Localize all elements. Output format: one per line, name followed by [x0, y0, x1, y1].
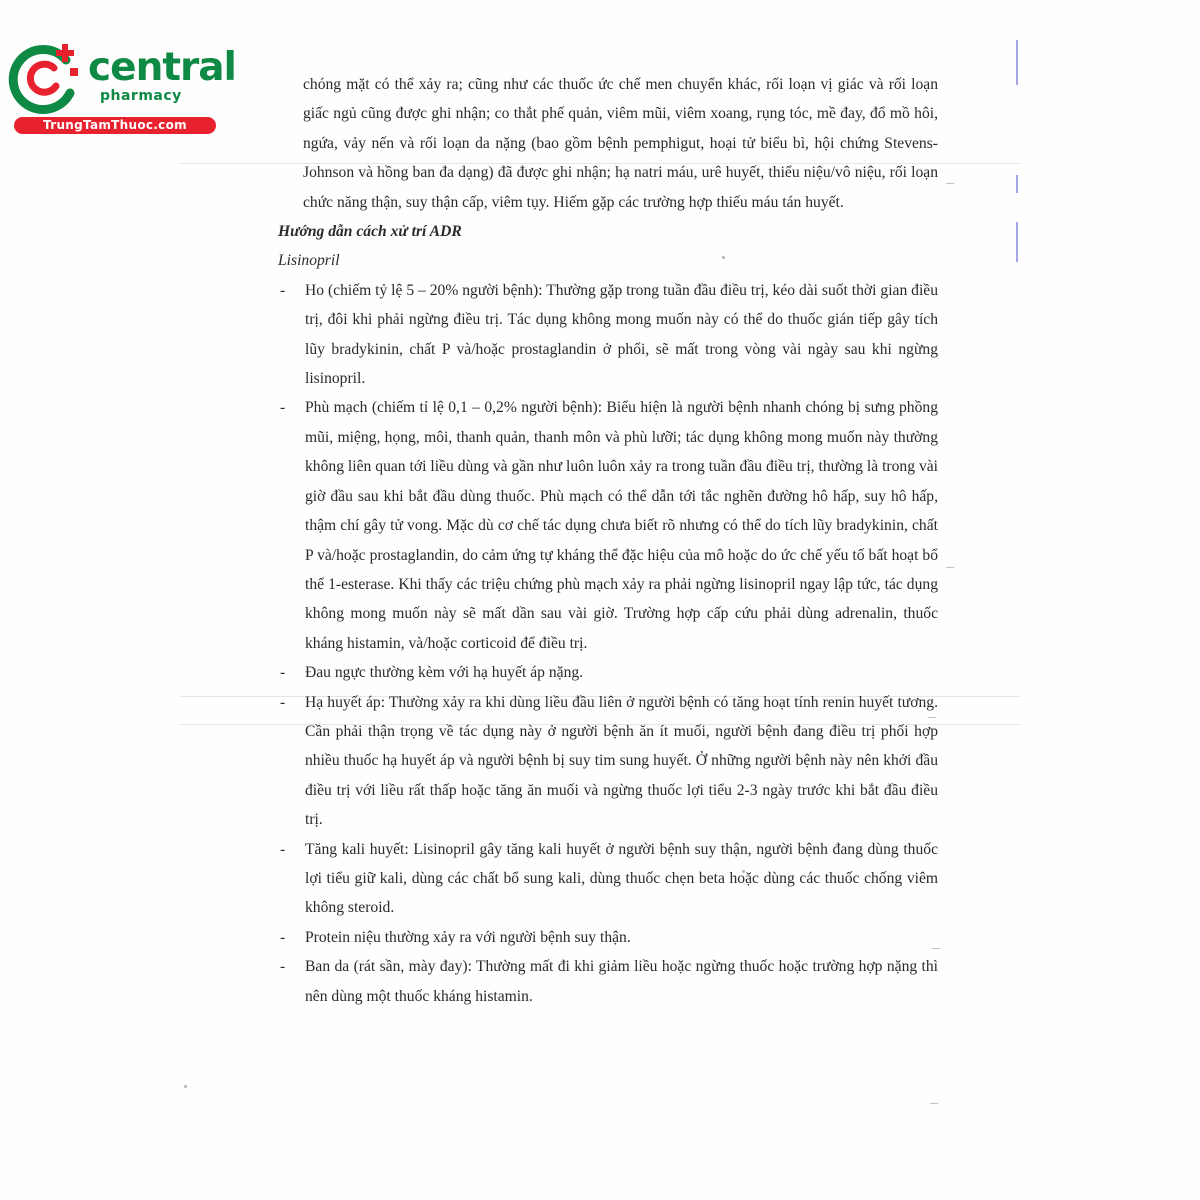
- list-item-chest-pain: - Đau ngực thường kèm với hạ huyết áp nặng.: [278, 658, 938, 687]
- logo-site-link[interactable]: TrungTamThuoc.com: [14, 117, 216, 134]
- list-item-proteinuria: - Protein niệu thường xảy ra với người bệnh suy thận.: [278, 923, 938, 952]
- scan-edge-mark: [1016, 222, 1018, 262]
- drug-subheading: Lisinopril: [278, 252, 340, 270]
- list-item-cough: - Ho (chiếm tỷ lệ 5 – 20% người bệnh): Thường gặp trong tuần đầu điều trị, kéo dài suốt thời gian điều trị, đôi khi phải ngừng điều trị. Tác dụng không mong muốn này có thể do thuốc gián tiếp gây tích lũy bradykinin, chất P và/hoặc prostaglandin ở phổi, sẽ mất trong vòng vài ngày sau khi ngừng lisinopril.: [278, 276, 938, 394]
- scan-speck: [184, 1085, 187, 1088]
- list-item-hypotension: - Hạ huyết áp: Thường xảy ra khi dùng liều đầu liên ở người bệnh có tăng hoạt tính renin huyết tương. Cần phải thận trọng về tác dụng này ở người bệnh ăn ít muối, người bệnh đang điều trị phối hợp nhiều thuốc hạ huyết áp và người bệnh bị suy tim sung huyết. Ở những người bệnh này nên khởi đầu điều trị với liều rất thấp hoặc tăng ăn muối và ngừng thuốc lợi tiểu 2-3 ngày trước khi bắt đầu điều trị.: [278, 688, 938, 835]
- logo-name: central: [88, 45, 236, 90]
- list-item-hyperkalemia: - Tăng kali huyết: Lisinopril gây tăng kali huyết ở người bệnh suy thận, người bệnh đang dùng thuốc lợi tiểu giữ kali, dùng các chất bổ sung kali, dùng thuốc chẹn beta hoặc dùng các thuốc chống viêm không steroid.: [278, 835, 938, 923]
- scan-speck: [946, 567, 954, 568]
- section-heading: Hướng dẫn cách xử trí ADR: [278, 223, 462, 241]
- scan-edge-mark: [1016, 175, 1018, 193]
- document-body: [278, 70, 938, 1011]
- logo-subtitle: pharmacy: [100, 88, 182, 104]
- list-item-rash: - Ban da (rát sần, mày đay): Thường mất đi khi giảm liều hoặc ngừng thuốc hoặc trường hợp nặng thì nên dùng một thuốc kháng histamin.: [278, 952, 938, 1011]
- scan-speck: [930, 1103, 938, 1104]
- central-logo-icon: [8, 38, 88, 116]
- intro-paragraph: chóng mặt có thể xảy ra; cũng như các thuốc ức chế men chuyển khác, rối loạn vị giác và rối loạn giấc ngủ cũng được ghi nhận; co thắt phế quản, viêm mũi, viêm xoang, rụng tóc, mề đay, đổ mồ hôi, ngứa, vảy nến và rối loạn da nặng (bao gồm bệnh pemphigut, hoại tử biểu bì, hội chứng Stevens-Johnson và hồng ban đa dạng) đã được ghi nhận; hạ natri máu, urê huyết, thiểu niệu/vô niệu, rối loạn chức năng thận, suy thận cấp, viêm tụy. Hiếm gặp các trường hợp thiếu máu tán huyết.: [303, 76, 938, 211]
- scan-speck: [946, 183, 954, 184]
- list-item-angioedema: - Phù mạch (chiếm tỉ lệ 0,1 – 0,2% người bệnh): Biểu hiện là người bệnh nhanh chóng bị sưng phồng mũi, miệng, họng, môi, thanh quản, thanh môn và phù lưỡi; tác dụng không mong muốn này thường không liên quan tới liều dùng và gần như luôn luôn xảy ra trong tuần đầu điều trị, thường là trong vài giờ đầu sau khi bắt đầu dùng thuốc. Phù mạch có thể dẫn tới tắc nghẽn đường hô hấp, suy hô hấp, thậm chí gây tử vong. Mặc dù cơ chế tác dụng chưa biết rõ nhưng có thể do tích lũy bradykinin, chất P và/hoặc prostaglandin, do cảm ứng tự kháng thể đặc hiệu của mô hoặc do ức chế yếu tố bất hoạt bổ thể 1-esterase. Khi thấy các triệu chứng phù mạch xảy ra phải ngừng lisinopril ngay lập tức, tác dụng không mong muốn này sẽ mất dần sau vài giờ. Trường hợp cấp cứu phải dùng adrenalin, thuốc kháng histamin, và/hoặc corticoid để điều trị.: [278, 393, 938, 658]
- central-pharmacy-logo[interactable]: [8, 38, 236, 138]
- scan-edge-mark: [1016, 40, 1018, 85]
